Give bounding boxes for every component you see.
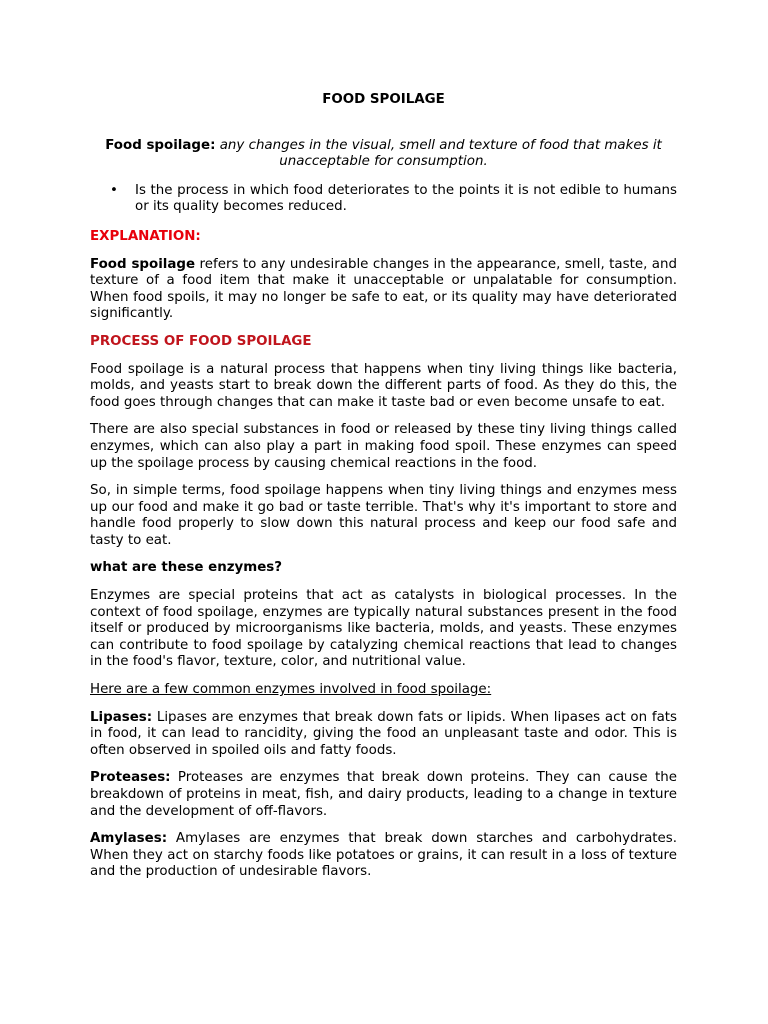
process-paragraph-2: There are also special substances in food or released by these tiny living things called enzymes, which can also play a part in making food spoil. These enzymes can speed up the spoilage process by causing chemical reactions in the food. — [90, 422, 677, 471]
document-page — [90, 92, 677, 892]
explanation-paragraph — [90, 257, 677, 323]
enzyme-name: Lipases: — [90, 709, 153, 725]
explanation-lead: Food spoilage — [90, 256, 196, 272]
document-title: FOOD SPOILAGE — [322, 92, 445, 107]
definition-text: any changes in the visual, smell and texture of food that makes it unacceptable for consumption. — [219, 137, 662, 170]
enzyme-description: Lipases are enzymes that break down fats or lipids. When lipases act on fats in food, it can lead to rancidity, giving the food an unpleasant taste and odor. This is often observed in spoiled oils and fatty foods. — [90, 709, 677, 758]
enzymes-intro-paragraph: Enzymes are special proteins that act as catalysts in biological processes. In the context of food spoilage, enzymes are typically natural substances present in the food itself or produced by microorganisms like bacteria, molds, and yeasts. These enzymes can contribute to food spoilage by catalyzing chemical reactions that lead to changes in the food's flavor, texture, color, and nutritional value. — [90, 588, 677, 670]
process-heading: PROCESS OF FOOD SPOILAGE — [90, 333, 312, 349]
bullet-text: Is the process in which food deteriorates to the points it is not edible to humans or its quality becomes reduced. — [135, 182, 677, 215]
enzyme-item-proteases — [90, 770, 677, 820]
enzyme-item-amylases — [90, 831, 677, 881]
definition-block — [90, 138, 677, 171]
enzyme-name: Proteases: — [90, 770, 171, 786]
enzyme-item-lipases — [90, 710, 677, 760]
explanation-heading: EXPLANATION: — [90, 228, 201, 244]
enzyme-name: Amylases: — [90, 831, 168, 847]
explanation-text: refers to any undesirable changes in the appearance, smell, taste, and texture of a food item that make it unacceptable or unpalatable for consumption. When food spoils, it may no longer be safe to eat, or its quality may have deteriorated significantly. — [90, 256, 677, 322]
process-paragraph-1: Food spoilage is a natural process that happens when tiny living things like bacteria, molds, and yeasts start to break down the different parts of food. As they do this, the food goes through changes that can make it taste bad or even become unsafe to eat. — [90, 361, 677, 410]
enzymes-list-intro: Here are a few common enzymes involved in food spoilage: — [90, 682, 492, 698]
enzyme-description: Amylases are enzymes that break down starches and carbohydrates. When they act on starchy foods like potatoes or grains, it can result in a loss of texture and the production of undesirable flavors. — [90, 831, 677, 880]
enzyme-description: Proteases are enzymes that break down proteins. They can cause the breakdown of proteins in meat, fish, and dairy products, leading to a change in texture and the development of off-flavors. — [90, 770, 677, 819]
process-paragraph-3: So, in simple terms, food spoilage happens when tiny living things and enzymes mess up our food and make it go bad or taste terrible. That's why it's important to store and handle food properly to slow down this natural process and keep our food safe and tasty to eat. — [90, 483, 677, 548]
bullet-icon: • — [110, 182, 118, 198]
bullet-list — [90, 183, 677, 216]
list-item — [90, 183, 677, 216]
enzymes-heading: what are these enzymes? — [90, 560, 283, 576]
definition-term: Food spoilage: — [105, 137, 216, 153]
